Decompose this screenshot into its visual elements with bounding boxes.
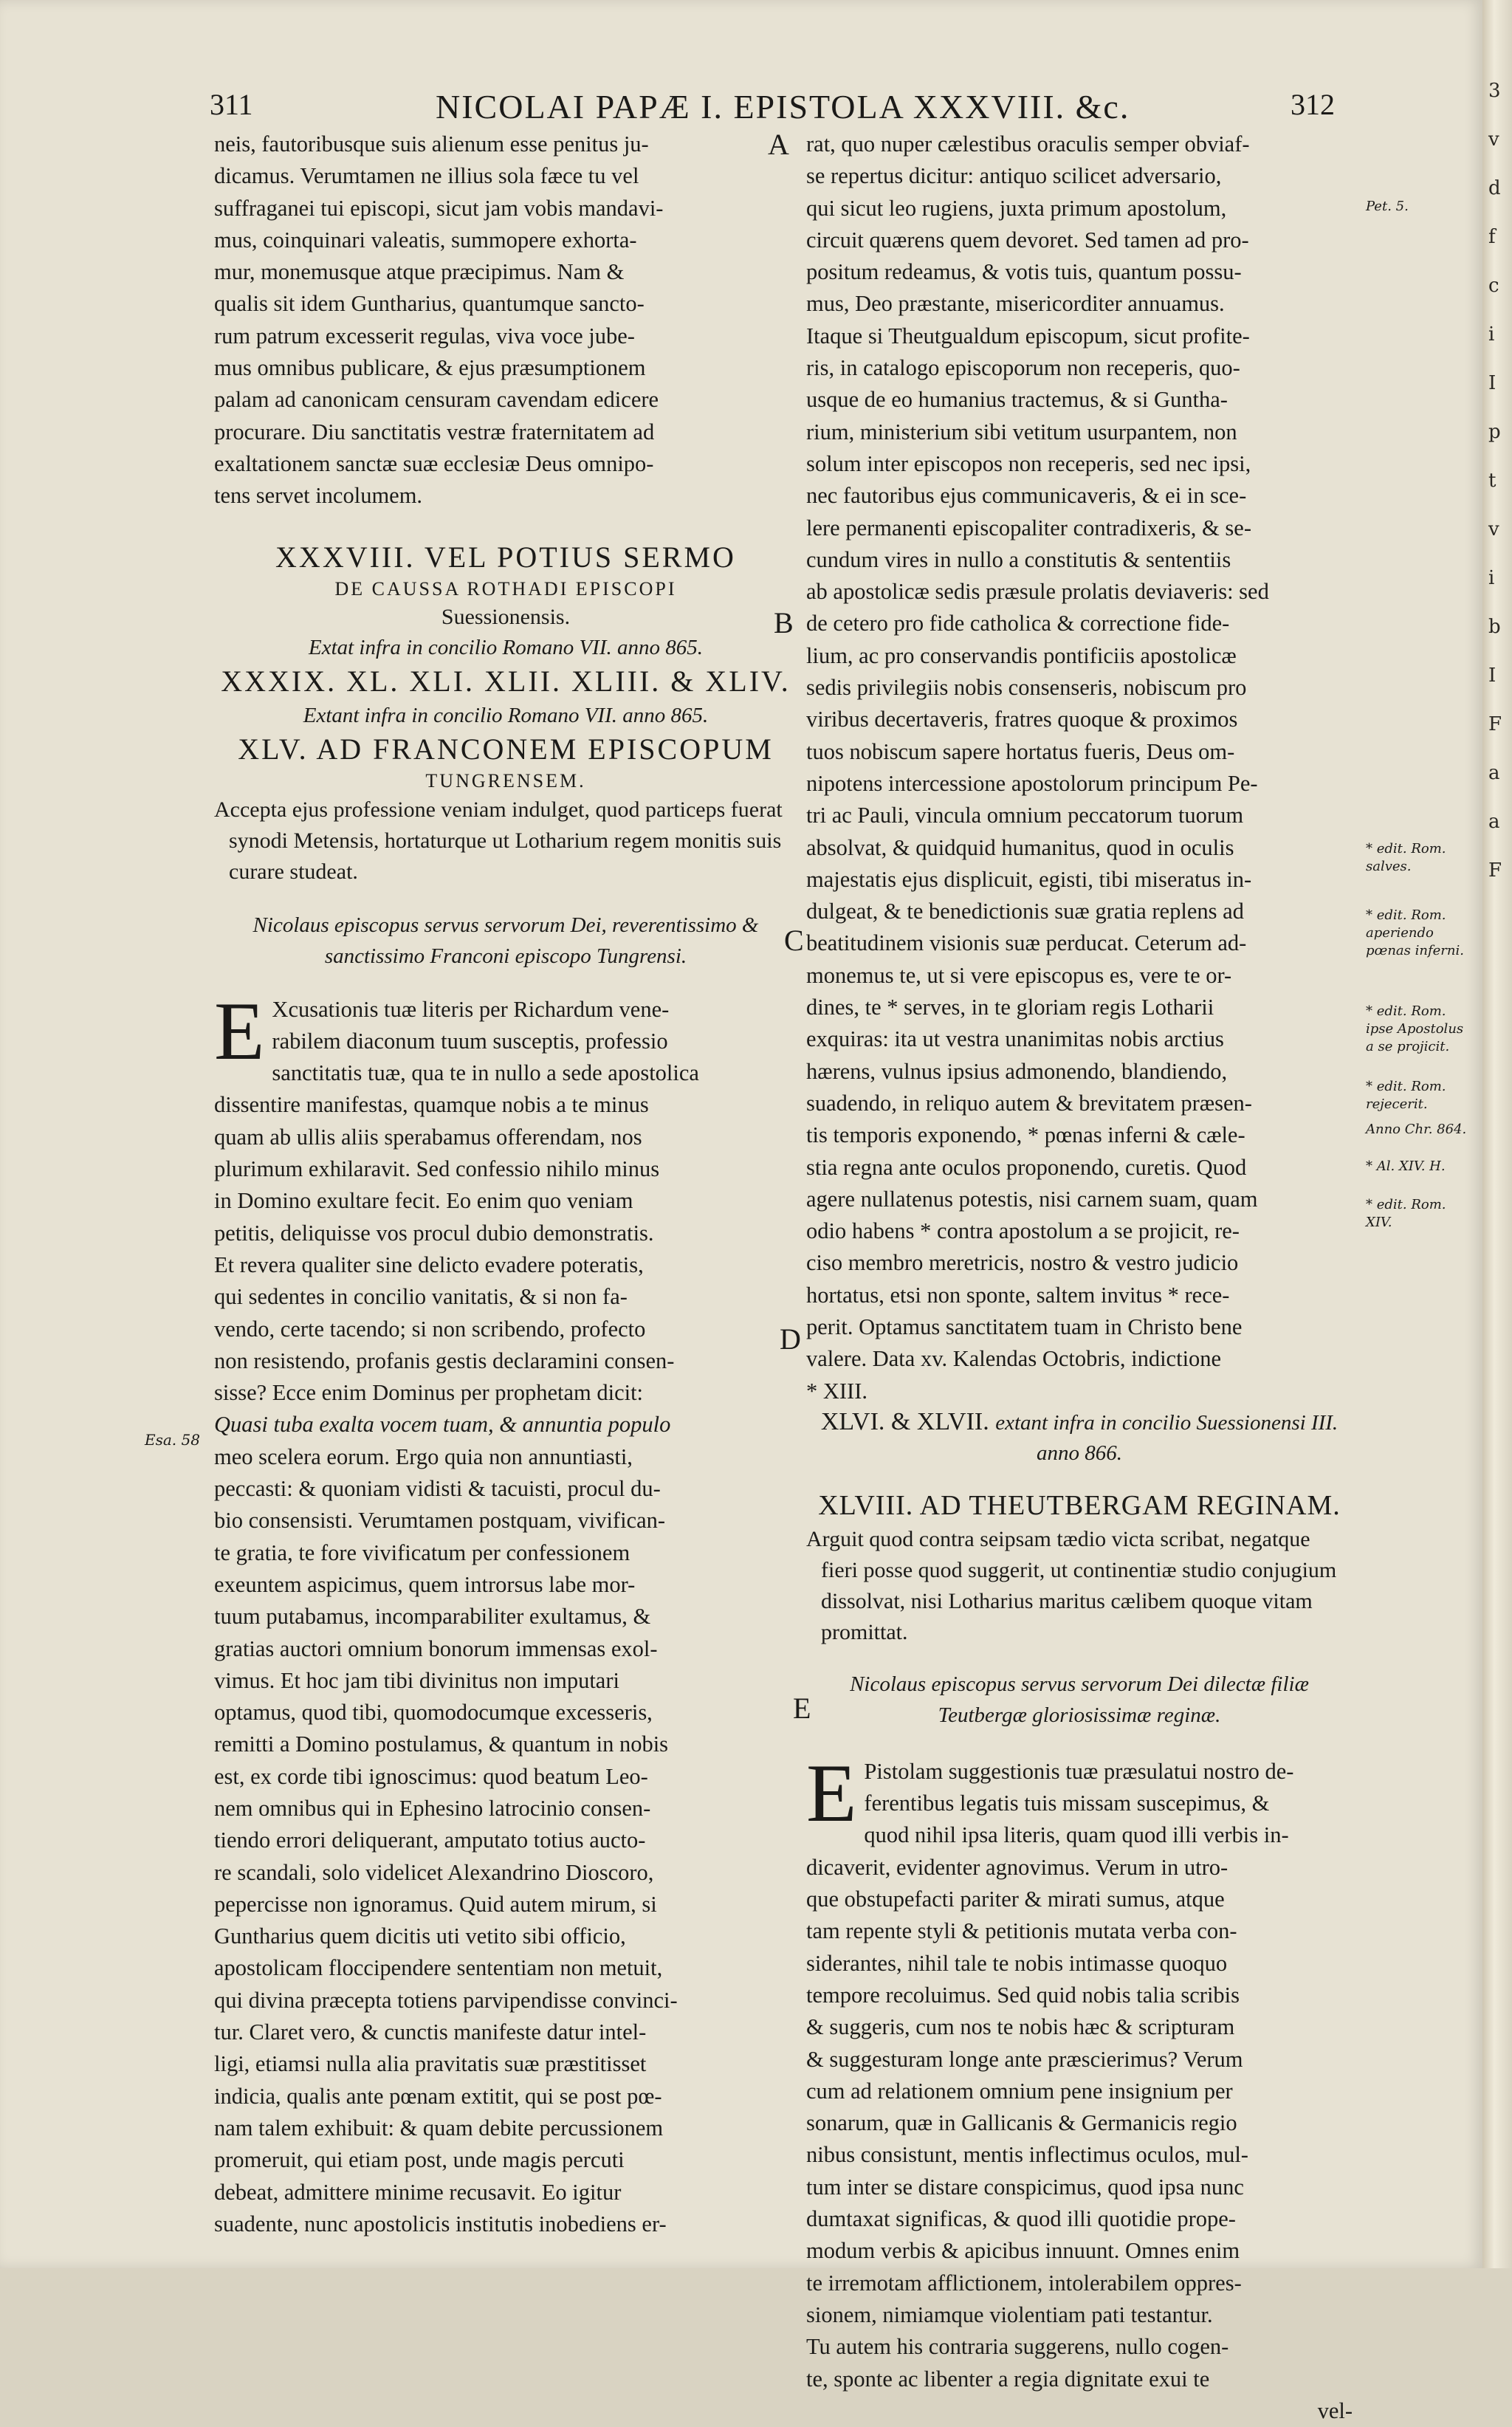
text-line: tam repente styli & petitionis mutata verba con- [806,1918,1237,1944]
text-line: hærens, vulnus ipsius admonendo, blandiendo, [806,1058,1228,1084]
facing-page-letters [1488,66,1509,895]
salutation-xlviii: Nicolaus episcopus servus servorum Dei dilectæ filiæ Teutbergæ gloriosissimæ reginæ. [850,1672,1309,1727]
section-letter-d: D [780,1322,801,1356]
margin-note: * edit. Rom. salves. [1366,841,1446,874]
edge-letter: c [1488,275,1499,297]
text-line: perit. Optamus sanctitatem tuam in Christo bene [806,1314,1243,1339]
text-line: usque de eo humanius tractemus, & si Guntha- [806,387,1228,413]
subheading-tungrensem: TUNGRENSEM. [425,769,586,792]
edge-letter: p [1488,421,1501,443]
text-line: quam ab ullis aliis sperabamus offerendam, nos [214,1124,642,1150]
text-line: tis temporis exponendo, * pœnas inferni & cæle- [806,1122,1245,1148]
right-column [806,127,1353,2427]
text-line: mus omnibus publicare, & ejus præsumptionem [214,355,646,381]
text-line: gratias auctori omnium bonorum immensas exol- [214,1635,658,1661]
edge-letter: d [1488,177,1501,199]
section-letter-a: A [768,128,789,161]
page-number-right: 312 [1291,88,1335,121]
subheading-suessionensis: Suessionensis. [441,604,571,629]
text-line: remitti a Domino postulamus, & quantum in nobis [214,1731,669,1757]
salutation-xlv: Nicolaus episcopus servus servorum Dei, reverentissimo & sanctissimo Franconi episcopo Tungrensi. [252,913,759,968]
drop-cap: E [214,985,265,1077]
heading-xlvi-title: XLVI. & XLVII. [820,1407,989,1435]
text-line: circuit quærens quem devoret. Sed tamen ad pro- [806,227,1249,253]
text-line: suadendo, in reliquo autem & brevitatem præsen- [806,1090,1252,1116]
page-number-left: 311 [210,88,253,121]
text-line: mur, monemusque atque præcipimus. Nam & [214,259,625,285]
text-line: siderantes, nihil tale te nobis intimasse quoquo [806,1950,1228,1976]
text-line: rabilem diaconum tuum susceptis, professio [272,1028,668,1054]
text-line: meo scelera eorum. Ergo quia non annuntiasti, [214,1444,633,1469]
text-line: monemus te, ut si vere episcopus es, vere te or- [806,962,1232,988]
section-letter-c: C [784,924,804,957]
text-line: sisse? Ecce enim Dominus per prophetam dicit: [214,1380,644,1406]
text-line: te gratia, te fore vivificatum per confessionem [214,1539,630,1565]
text-line: te, sponte ac libenter a regia dignitate exui te [806,2366,1210,2392]
left-opening-text [214,128,797,512]
edge-letter: a [1488,811,1500,833]
text-line: peccasti: & quoniam vidisti & tacuisti, procul du- [214,1476,661,1502]
heading-xxxviii: XXXVIII. VEL POTIUS SERMO [275,540,736,574]
text-line: majestatis ejus displicuit, egisti, tibi miseratus in- [806,866,1252,892]
text-line: Tu autem his contraria suggerens, nullo cogen- [806,2334,1229,2360]
text-line: vimus. Et hoc jam tibi divinitus non imputari [214,1667,619,1693]
heading-xlv: XLV. AD FRANCONEM EPISCOPUM [238,732,774,766]
running-head-title: NICOLAI PAPÆ I. EPISTOLA XXXVIII. &c. [436,88,1130,126]
heading-xlvi-note: extant infra in concilio Suessionensi III. anno 866. [995,1410,1339,1465]
text-line: dulgeat, & te benedictionis suæ gratia replens ad [806,899,1244,924]
edge-letter: F [1488,713,1502,735]
text-line: petitis, deliquisse vos procul dubio demonstratis. [214,1220,654,1246]
text-line: ciso membro meretricis, nostro & vestro judicio [806,1250,1239,1276]
text-line: pepercisse non ignoramus. Quid autem mirum, si [214,1891,657,1917]
text-line: ferentibus legatis tuis missam suscepimus, & [864,1791,1270,1816]
text-line: non resistendo, profanis gestis declaramini consen- [214,1348,675,1373]
text-line: procurare. Diu sanctitatis vestræ fraternitatem ad [214,419,655,444]
text-line: dumtaxat significas, & quod illi quotidie prope- [806,2206,1236,2232]
margin-note: Anno Chr. 864. [1366,1122,1467,1137]
text-line: viribus decertaveris, fratres quoque & proximos [806,707,1238,732]
text-line: nec fautoribus ejus communicaveris, & ei in sce- [806,483,1247,509]
text-line: dicamus. Verumtamen ne illius sola fæce tu vel [214,163,639,189]
edge-letter: f [1488,226,1496,248]
margin-note: * Al. XIV. H. [1366,1158,1446,1174]
margin-note: * edit. Rom. XIV. [1366,1197,1446,1230]
left-column [214,127,797,2240]
text-line: sedis privilegiis nobis consenseris, nobiscum pro [806,675,1247,701]
text-line: lium, ac pro conservandis pontificiis apostolicæ [806,642,1237,668]
heading-xlvi [806,1407,1353,1468]
text-line: & suggeris, cum nos te nobis hæc & scripturam [806,2014,1235,2040]
text-line: cum ad relationem omnium pene insignium per [806,2078,1233,2104]
text-line: Et revera qualiter sine delicto evadere poteratis, [214,1252,644,1277]
text-line: dissentire manifestas, quamque nobis a te minus [214,1092,649,1118]
text-line: de cetero pro fide catholica & correctione fide- [806,611,1230,636]
text-line: Xcusationis tuæ literis per Richardum vene- [272,996,670,1022]
text-line: dines, te * serves, in te gloriam regis Lotharii [806,995,1214,1020]
text-line: nem omnibus qui in Ephesino latrocinio consen- [214,1795,651,1821]
edge-letter: v [1488,518,1499,540]
text-line: optamus, quod tibi, quomodocumque excesseris, [214,1700,653,1726]
letter-body-xlviii [806,1747,1353,2427]
text-line: tiendo errori deliquerant, amputato totius aucto- [214,1827,646,1853]
edge-letter: b [1488,616,1501,638]
section-letter-e: E [793,1692,811,1725]
edge-letter: t [1488,470,1496,492]
text-line: sanctitatis tuæ, qua te in nullo a sede apostolica [272,1060,699,1086]
text-line: tens servet incolumem. [214,483,423,509]
text-line: & suggesturam longe ante præscierimus? Verum [806,2046,1243,2072]
text-line: tuos nobiscum sapere hortatus fueris, Deus om- [806,738,1235,764]
text-line: sionem, nimiamque violentiam pati testantur. [806,2301,1213,2327]
text-line: suffraganei tui episcopi, sicut jam vobis mandavi- [214,195,664,221]
text-line: tri ac Pauli, vincula omnium peccatorum tuorum [806,803,1244,828]
left-margin-note: Esa. 58 [145,1431,200,1449]
text-line: que obstupefacti pariter & mirati sumus, atque [806,1887,1225,1912]
text-line: qui sicut leo rugiens, juxta primum apostolum, [806,195,1227,221]
text-line: se repertus dicitur: antiquo scilicet adversario, [806,163,1222,189]
text-line: te irremotam afflictionem, intolerabilem oppres- [806,2270,1242,2296]
text-line: tuum putabamus, incomparabiliter exultamus, & [214,1604,651,1630]
note-xxxviii: Extat infra in concilio Romano VII. anno 865. [308,635,703,659]
edge-letter: F [1488,859,1502,882]
text-line: valere. Data xv. Kalendas Octobris, indictione [806,1346,1222,1372]
margin-note: * edit. Rom. rejecerit. [1366,1079,1446,1112]
text-line: ligi, etiamsi nulla alia pravitatis suæ præstitisset [214,2051,647,2077]
drop-cap: E [806,1747,857,1839]
heading-xxxix: XXXIX. XL. XLI. XLII. XLIII. & XLIV. [221,664,791,698]
text-line: odio habens * contra apostolum a se projicit, re- [806,1218,1240,1244]
text-line: exquiras: ita ut vestra unanimitas nobis arctius [806,1026,1224,1052]
edge-letter: i [1488,323,1495,346]
text-line: * XIII. [806,1378,867,1404]
edge-letter: I [1488,372,1496,394]
text-line: Guntharius quem dicitis uti vetito sibi officio, [214,1923,626,1949]
text-line: qui sedentes in concilio vanitatis, & si non fa- [214,1284,628,1310]
margin-notes [1366,0,1469,2268]
text-line: dicaverit, evidenter agnovimus. Verum in utro- [806,1854,1228,1880]
text-line: nipotens intercessione apostolorum principum Pe- [806,770,1258,796]
edge-letter: a [1488,762,1500,784]
text-line: sonarum, quæ in Gallicanis & Germanicis regio [806,2110,1237,2136]
summary-xlviii: Arguit quod contra seipsam tædio victa scribat, negatque fieri posse quod suggerit, ut continentiæ studio conjugium dissolvat, nisi Lotharius maritus cælibem quoque vitam promittat. [806,1526,1337,1644]
text-line: positum redeamus, & votis tuis, quantum possu- [806,259,1242,285]
text-line: vendo, certe tacendo; si non scribendo, profecto [214,1316,646,1342]
text-line: rat, quo nuper cælestibus oraculis semper obviaf- [806,131,1250,157]
summary-xlv: Accepta ejus professione veniam indulget, quod particeps fuerat synodi Metensis, hortaturque ut Lotharium regem monitis suis curare studeat. [214,797,783,884]
text-line: absolvat, & quidquid humanitus, quod in oculis [806,834,1234,860]
text-line: qualis sit idem Guntharius, quantumque sancto- [214,291,645,317]
right-opening-text [806,128,1353,1407]
edge-letter: i [1488,567,1495,589]
text-line: Itaque si Theutgualdum episcopum, sicut profite- [806,323,1250,349]
text-line: nam talem exhibuit: & quam debite percussionem [214,2115,664,2141]
text-line: tum inter se distare conspicimus, quod ipsa nunc [806,2174,1244,2200]
text-line: indicia, qualis ante pœnam extitit, qui se post pœ- [214,2083,662,2109]
section-letter-b: B [774,606,794,639]
text-line: suadente, nunc apostolicis institutis inobediens er- [214,2211,667,2237]
heading-xlviii: XLVIII. AD THEUTBERGAM REGINAM. [818,1489,1341,1521]
text-line: palam ad canonicam censuram cavendam edicere [214,387,659,413]
text-line: neis, fautoribusque suis alienum esse penitus ju- [214,131,649,157]
text-line: mus, coinquinari valeatis, summopere exhorta- [214,227,637,253]
text-line: lere permanenti episcopaliter contradixeris, & se- [806,515,1251,540]
text-line: tempore recoluimus. Sed quid nobis talia scribis [806,1982,1240,2008]
letter-body-xlv [214,985,797,2241]
text-line: re scandali, solo videlicet Alexandrino Dioscoro, [214,1859,654,1885]
margin-note: Pet. 5. [1366,199,1409,214]
text-line: promeruit, qui etiam post, unde magis percuti [214,2147,625,2173]
text-line: bio consensisti. Verumtamen postquam, vivifican- [214,1508,666,1534]
text-line: agere nullatenus potestis, nisi carnem suam, quam [806,1186,1258,1212]
text-line: cundum vires in nullo a constitutis & sententiis [806,546,1231,572]
text-line: rum patrum excesserit regulas, viva voce jube- [214,323,635,349]
edge-letter: 3 [1488,80,1501,102]
text-line: Quasi tuba exalta vocem tuam, & annuntia populo [214,1412,671,1438]
margin-note: * edit. Rom. aperiendo pœnas inferni. [1366,907,1464,958]
edge-letter: I [1488,665,1496,687]
text-line: ab apostolicæ sedis præsule prolatis deviaveris: sed [806,579,1269,605]
text-line: mus, Deo præstante, misericorditer annuamus. [806,291,1225,317]
text-line: est, ex corde tibi ignoscimus: quod beatum Leo- [214,1763,648,1789]
text-line: stia regna ante oculos proponendo, curetis. Quod [806,1154,1247,1180]
text-line: apostolicam floccipendere sententiam non metuit, [214,1955,663,1981]
text-line: exaltationem sanctæ suæ ecclesiæ Deus omnipo- [214,450,654,476]
text-line: exeuntem aspicimus, quem introrsus labe mor- [214,1571,636,1597]
text-line: tur. Claret vero, & cunctis manifeste datur intel- [214,2019,647,2045]
text-line: solum inter episcopos non receperis, sed nec ipsi, [806,450,1251,476]
text-line: nibus consistunt, mentis inflectimus oculos, mul- [806,2142,1248,2168]
note-xxxix: Extant infra in concilio Romano VII. anno 865. [303,703,709,727]
text-line: vel- [1317,2397,1353,2423]
text-line: qui divina præcepta totiens parvipendisse convinci- [214,1987,678,2013]
margin-note: * edit. Rom. ipse Apostolus a se projicit. [1366,1003,1464,1054]
text-line: plurimum exhilaravit. Sed confessio nihilo minus [214,1156,660,1182]
text-line: debeat, admittere minime recusavit. Eo igitur [214,2179,622,2205]
text-line: quod nihil ipsa literis, quam quod illi verbis in- [864,1822,1289,1848]
text-line: hortatus, etsi non sponte, saltem invitus * rece- [806,1282,1230,1308]
text-line: modum verbis & apicibus innuunt. Omnes enim [806,2238,1240,2264]
subheading-rothadi: DE CAUSSA ROTHADI EPISCOPI [334,577,677,600]
text-line: beatitudinem visionis suæ perducat. Ceterum ad- [806,930,1247,956]
edge-letter: v [1488,128,1499,151]
text-line: ris, in catalogo episcoporum non receperis, quo- [806,355,1240,381]
text-line: Pistolam suggestionis tuæ præsulatui nostro de- [864,1758,1294,1784]
text-line: in Domino exultare fecit. Eo enim quo veniam [214,1188,633,1214]
text-line: rium, ministerium sibi vetitum usurpantem, non [806,419,1237,444]
